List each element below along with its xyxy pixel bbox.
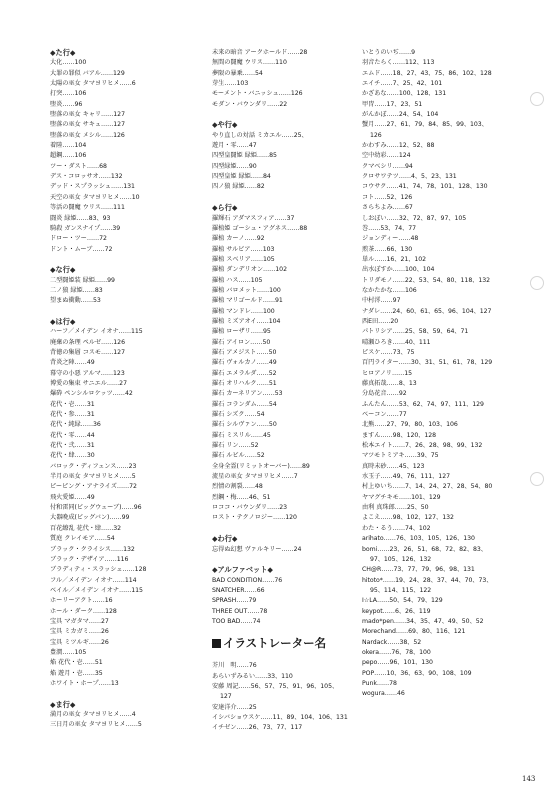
binder-hole-mark (530, 92, 544, 106)
index-entry: 背炎之陣……49 (50, 359, 95, 367)
index-entry: ロスト・テクノロジー……120 (212, 514, 297, 522)
index-entry: 由利 真珠郎……25、50 (362, 504, 429, 512)
index-entry: ブラディティ・スラッシュ……128 (50, 566, 147, 574)
section-title-text: イラストレーター名 (223, 636, 327, 651)
index-entry: 羅輝石 アダマスフィア……37 (212, 214, 295, 222)
section-spacer (212, 110, 360, 120)
section-spacer (50, 689, 200, 699)
index-entry: モーメント・バニッシュ……126 (212, 90, 303, 98)
index-entry: 花代・壱……31 (50, 400, 95, 408)
index-entry: 未来の暗音 アークホールド……28 (212, 49, 308, 56)
index-entry: 羅石 オリハルク……51 (212, 380, 277, 387)
index-entry: 背徳の集層 コスモ……127 (50, 348, 125, 356)
index-entry: 宝具 マガタマ……27 (50, 617, 109, 625)
index-entry: 分島花音……92 (362, 390, 407, 398)
index-entry: CH@R……73、77、79、96、98、131 (362, 566, 475, 574)
index-entry: 晴瀬ひろき……40、111 (362, 338, 431, 346)
index-entry: ホワイト・ホープ……13 (50, 679, 119, 687)
index-entry: コウサク……41、74、78、101、128、130 (362, 183, 488, 191)
index-entry: 羅植 カーノ……92 (212, 235, 265, 243)
index-entry-continuation: 95、114、115、122 (370, 586, 432, 594)
index-entry: 羅石 アメジスト……50 (212, 348, 277, 356)
index-entry: 羅植 マリゴールド……91 (212, 297, 283, 305)
index-entry: 堕炎……96 (50, 100, 83, 108)
index-entry: ホーリーアクト……16 (50, 597, 113, 605)
index-entry: 羅石 アイロン……50 (212, 338, 271, 346)
index-entry: ドント・ムーブ……72 (50, 245, 113, 253)
index-entry: 百花繚乱 花代・肆……32 (50, 524, 122, 532)
index-entry: Morechand……69、80、116、121 (362, 628, 466, 636)
index-entry: 等活の闘魔 ウリス……111 (50, 204, 125, 212)
square-bullet-icon (212, 639, 221, 648)
index-entry: 羅植 ローザリ……95 (212, 328, 271, 336)
section-spacer (50, 307, 200, 317)
index-entry: ヤマグチキモ……101、129 (362, 493, 441, 501)
index-entry: 羅石 ルビル……52 (212, 452, 265, 460)
index-entry: ベーコン……77 (362, 411, 407, 419)
index-entry: 堕落の巫女 キャリ……127 (50, 111, 125, 119)
index-entry: デス・コロッサオ……132 (50, 173, 123, 181)
index-entry: wogura……46 (362, 690, 405, 698)
index-entry: ベイル／メイデン イオナ……115 (50, 586, 143, 594)
index-entry: 羅石 リン……52 (212, 442, 259, 450)
index-entry: ナダレ……24、60、61、65、96、104、127 (362, 307, 492, 315)
index-entry: ホール・ダーク……128 (50, 607, 117, 615)
index-entry: 真時未砂……45、123 (362, 462, 425, 470)
index-entry: 四型緑姫……90 (212, 162, 257, 170)
index-entry: 羅石 カーネリアン……53 (212, 390, 283, 398)
index-entry: 羅植 ミズアオイ……104 (212, 317, 281, 325)
section-spacer (50, 255, 200, 265)
index-entry: 安達洋介……25 (212, 703, 257, 711)
index-entry: あらいずみるい……33、110 (212, 672, 293, 680)
index-entry: 松本エイト……7、26、28、98、99、132 (362, 442, 483, 450)
index-entry: 羅石 ミスリル……45 (212, 431, 271, 439)
index-entry: ピスケ……73、75 (362, 348, 415, 356)
index-entry: 流星の巫女 タマヨリヒメ……7 (212, 473, 298, 481)
index-entry: 望まぬ衝動……53 (50, 297, 101, 305)
index-entry: 天空の巫女 タマヨリヒメ……10 (50, 193, 140, 201)
binder-hole-mark (530, 276, 544, 290)
index-entry: 飛火愛姫……49 (50, 493, 95, 501)
index-entry: 大化……100 (50, 59, 87, 67)
index-entry: 花代・純緑……36 (50, 421, 101, 429)
index-entry: デッド・スプラッシュ……131 (50, 183, 135, 191)
index-entry: 花代・肆……30 (50, 452, 95, 460)
index-entry: 打突……106 (50, 90, 87, 98)
index-entry: 三日月の巫女 タマヨリヒメ……5 (50, 721, 142, 729)
index-entry: arihato……76、103、105、126、130 (362, 535, 475, 543)
index-entry: 大罪の罪似 バアル……129 (50, 69, 125, 77)
index-entry: 羅植姫 ゴーシュ・アグネス……88 (212, 224, 308, 232)
index-entry: 羅石 エメラルダ……52 (212, 369, 277, 377)
index-entry: 羅石 コランダム……54 (212, 400, 277, 408)
index-entry: 花代・弐……31 (50, 442, 95, 450)
index-entry: BAD CONDITION……76 (212, 576, 283, 584)
index-entry-continuation: 127 (220, 693, 232, 701)
index-entry: 夢限の暴乗……54 (212, 69, 263, 77)
index-entry: 幕守の小悪 アルマ……123 (50, 369, 125, 377)
index-entry: 闘炎 緑姫……83、93 (50, 214, 111, 222)
index-entry: 中村澪……97 (362, 297, 401, 305)
index-entry: 二ノ狼 緑姫……83 (50, 286, 103, 294)
section-title-illustrators (212, 633, 360, 653)
index-entry: フル／メイデン イオナ……114 (50, 576, 137, 584)
index-entry: 花代・零……44 (50, 431, 95, 439)
index-entry: POP……10、36、63、90、108、109 (362, 669, 472, 677)
index-entry: ブラック・クライシス……132 (50, 545, 135, 553)
section-heading: ◆は行◆ (50, 316, 76, 326)
index-entry: ピーピング・アナライズ……72 (50, 483, 137, 491)
page-number: 143 (522, 775, 536, 783)
index-entry: 単ル……16、21、102 (362, 255, 427, 263)
index-entry: bomi……23、26、51、68、72、82、83、 (362, 545, 487, 553)
index-entry: 堕落の巫女 メシル……126 (50, 131, 125, 139)
index-entry: トリダモノ……22、53、54、80、118、132 (362, 276, 491, 284)
index-entry: バロック・ディフェンス……23 (50, 462, 137, 470)
section-spacer (212, 193, 360, 203)
binder-hole-mark (530, 472, 544, 486)
index-entry: 大器晩成(ビッグバン)……99 (50, 514, 130, 522)
index-entry: 四型皇闘姫 緑姫……85 (212, 152, 277, 160)
index-entry: エムド……18、27、43、75、86、102、128 (362, 69, 492, 77)
index-entry: 芽生……103 (212, 80, 249, 88)
index-entry: コト……52、126 (362, 193, 413, 201)
index-entry: 羅石 シズク……54 (212, 411, 265, 419)
index-entry: 騎殺 ガンスナイプ……39 (50, 224, 121, 232)
section-spacer (212, 524, 360, 534)
index-entry: 羅植 バロメット……100 (212, 286, 281, 294)
index-entry-continuation: 126 (370, 131, 382, 139)
index-entry: ジョンディー……48 (362, 235, 419, 243)
index-entry: 藤真拓哉……8、13 (362, 380, 417, 387)
index-entry: 村上ゆいち……7、14、24、27、28、54、80 (362, 483, 493, 491)
section-heading: ◆ら行◆ (212, 203, 238, 213)
index-entry: かざあな……100、128、131 (362, 90, 447, 98)
index-entry: マツモトミアキ……39、75 (362, 452, 439, 460)
index-entry: 水玉子……49、76、111、127 (362, 473, 450, 481)
index-entry: 芥川 明……76 (212, 662, 257, 670)
index-entry: よこえ……98、102、127、132 (362, 514, 454, 522)
index-entry: 焔 遊月・壱……35 (50, 669, 103, 677)
index-entry: 出水ぽすか……100、104 (362, 266, 435, 274)
section-heading: ◆ま行◆ (50, 699, 76, 709)
index-entry: ロココ・バウンダリ……23 (212, 504, 288, 512)
index-entry: SNATCHER……66 (212, 586, 265, 594)
index-entry: 博愛の集束 サニエル……27 (50, 380, 127, 387)
index-entry: SPRASH……79 (212, 597, 257, 605)
index-entry: パトリシア……25、58、59、64、71 (362, 328, 469, 336)
index-entry: 羽音たらく……112、113 (362, 59, 435, 67)
index-entry: イチゼン……26、73、77、117 (212, 724, 303, 732)
index-entry: 質庭 クレイモア……54 (50, 535, 115, 543)
index-entry: 爆砕 ペンシルロケッツ……42 (50, 390, 133, 398)
index-entry: 着陸……104 (50, 142, 87, 150)
index-entry-continuation: 97、105、126、132 (370, 555, 432, 563)
index-entry: ドロー・ツー……72 (50, 235, 107, 243)
index-entry: keypot……6、26、119 (362, 607, 431, 615)
index-entry: 羅植 スベリア……105 (212, 255, 275, 263)
section-heading: ◆アルファベット◆ (212, 565, 273, 575)
index-entry: 焔 花代・壱……51 (50, 659, 103, 667)
index-entry: 甲冑……17、23、51 (362, 100, 423, 108)
index-entry: 花代・参……31 (50, 411, 95, 419)
index-entry: 廃棄の条理 ペルゼ……126 (50, 338, 125, 346)
index-entry: THREE OUT……78 (212, 607, 268, 615)
section-heading: ◆な行◆ (50, 265, 76, 275)
index-entry: ハーフ／メイデン イオナ……115 (50, 328, 143, 336)
index-entry: Punk……78 (362, 679, 397, 687)
index-entry: 太陽の巫女 タマヨリヒメ……6 (50, 80, 136, 88)
index-entry: 烈情の割裂……48 (212, 483, 263, 491)
index-entry: 空中幼彩……124 (362, 152, 411, 160)
index-entry: がんかぼ……24、54、104 (362, 111, 439, 119)
index-entry: 巻……53、74、77 (362, 224, 417, 232)
index-entry: 羅石 ヴォルカノ……49 (212, 359, 277, 367)
index-entry: 宝具 ミツルギ……26 (50, 638, 109, 646)
index-entry: なかたかな……106 (362, 286, 417, 294)
index-entry: やり直しの対話 ミカエル……25、 (212, 131, 308, 139)
index-entry: かわすみ……12、52、88 (362, 142, 435, 150)
index-column-2 (212, 48, 360, 734)
index-entry: 半月の巫女 タマヨリヒメ……5 (50, 473, 136, 481)
index-column-1 (50, 48, 200, 731)
index-entry: いとうのいぢ……9 (362, 49, 415, 56)
index-entry: 羅植 ハス……105 (212, 276, 263, 284)
index-entry: 羅植 ダンデリオン……102 (212, 266, 287, 274)
index-entry: mado*pen……34、35、47、49、50、52 (362, 617, 484, 625)
index-entry: 宝具 ミカガミ……26 (50, 628, 109, 636)
index-entry: 四型皇姫 緑姫……84 (212, 173, 271, 181)
index-entry: 烈鋼・梅……46、51 (212, 493, 271, 501)
index-entry: 遊月・零……47 (212, 142, 257, 150)
index-entry: しおぼい……32、72、87、97、105 (362, 214, 467, 222)
index-entry: 忘得ぬ幻想 ヴァルキリー……24 (212, 545, 302, 553)
index-entry: 煎茶……66、130 (362, 245, 413, 253)
section-heading: ◆わ行◆ (212, 534, 238, 544)
index-entry: 北熊……27、79、80、103、106 (362, 421, 458, 429)
index-entry: イシバショウスケ……11、89、104、106、131 (212, 713, 348, 721)
index-entry: モダン・バウンダリ……22 (212, 100, 288, 108)
index-entry: pepo……96、101、130 (362, 659, 433, 667)
index-entry: 西E田……20 (362, 317, 399, 325)
index-entry: 安藤 周記……56、57、75、91、96、105、 (212, 682, 339, 690)
index-entry: 豊潤……105 (50, 648, 87, 656)
index-entry: 羅植 サルビア……103 (212, 245, 275, 253)
section-heading: ◆た行◆ (50, 48, 76, 57)
index-entry: エイチ……7、25、42、101 (362, 80, 443, 88)
index-entry: 二型闘姫装 緑姫……99 (50, 276, 115, 284)
index-entry: クマベシリ……94 (362, 162, 413, 170)
index-entry: okera……76、78、100 (362, 648, 431, 656)
index-entry: 羅石 シルヴァン……50 (212, 421, 277, 429)
index-entry: TOO BAD……74 (212, 617, 261, 625)
index-entry: 無間の闘魔 ウリス……110 (212, 59, 287, 67)
index-entry: 百円ライター……30、31、51、61、78、129 (362, 359, 493, 367)
section-spacer (212, 555, 360, 565)
index-entry: 超鋼……106 (50, 152, 87, 160)
index-entry: 蟹月……27、61、79、84、85、99、103、 (362, 121, 488, 129)
index-entry: 満月の巫女 タマヨリヒメ……4 (50, 711, 136, 718)
index-entry: I☆LA……50、54、79、129 (362, 597, 443, 605)
index-entry: ヒロアノリ……15 (362, 369, 412, 377)
section-heading: ◆や行◆ (212, 120, 238, 130)
index-entry: Nardack……38、52 (362, 638, 422, 646)
index-entry: わた・るう……74、102 (362, 524, 431, 532)
index-entry: hitoto*……19、24、28、37、44、70、73、 (362, 576, 493, 584)
index-entry: 四ノ狼 緑姫……82 (212, 183, 265, 191)
index-column-3 (362, 48, 522, 700)
index-entry: 全身全霊(リミットオーバー)……89 (212, 462, 310, 470)
index-entry: ふんたん……53、62、74、97、111、129 (362, 400, 484, 408)
index-entry: さらちよみ……67 (362, 204, 413, 212)
index-entry: 付和雷同(ビッグウェーブ)……96 (50, 504, 142, 512)
index-entry: ますん……98、120、128 (362, 431, 437, 439)
index-entry: 羅植 マンドレ……100 (212, 307, 275, 315)
index-entry: ツー・ダスト……68 (50, 162, 107, 170)
index-entry: 堕落の巫女 サキュ……127 (50, 121, 125, 129)
index-entry: クロサワテツ……4、5、23、131 (362, 173, 457, 181)
index-entry: ブラック・デザイア……116 (50, 555, 129, 563)
